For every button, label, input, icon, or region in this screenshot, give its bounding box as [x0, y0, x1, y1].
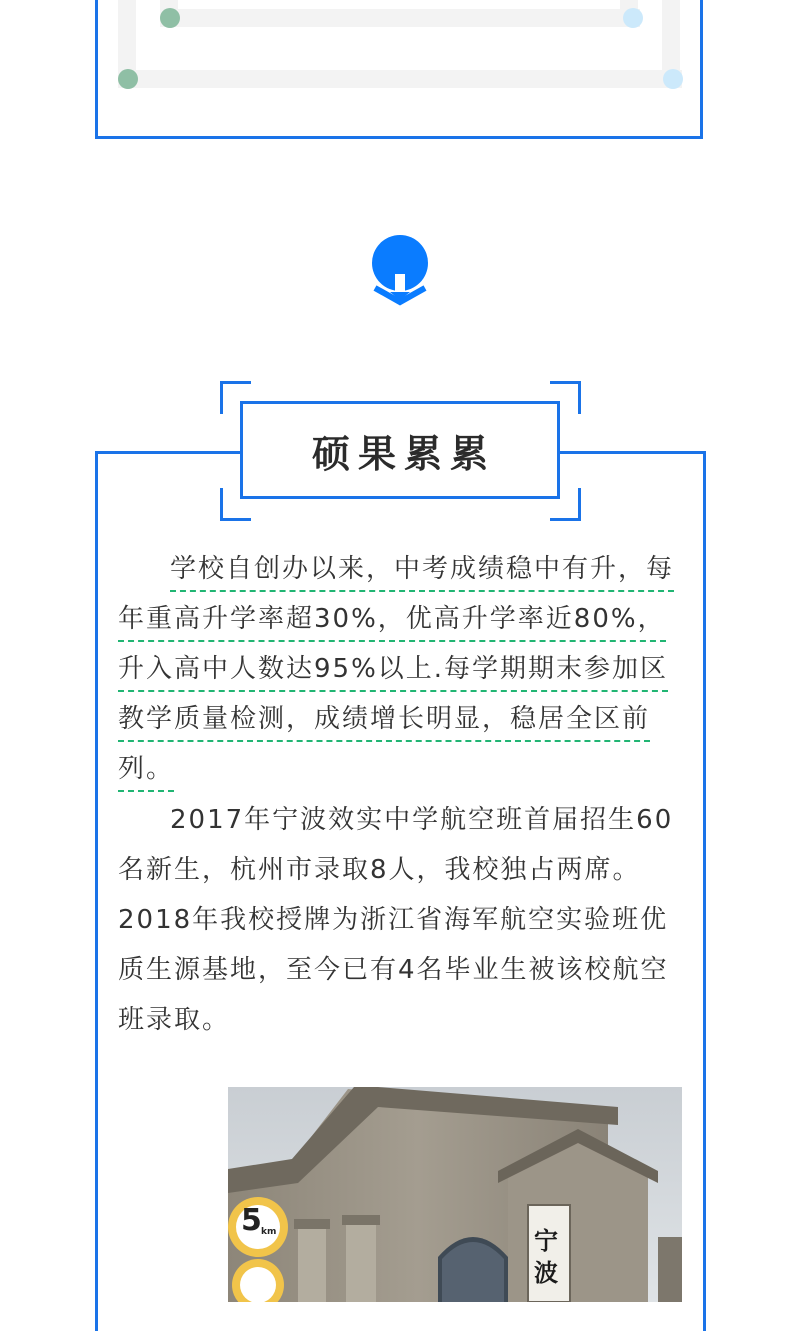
speed-sign-unit: km — [261, 1227, 277, 1237]
frame-dot-blue-outer — [663, 69, 683, 89]
paragraph-results-1-text: 学校自创办以来，中考成绩稳中有升，每年重高升学率超30%，优高升学率近80%，升入高中人数达95%以上.每学期期末参加区教学质量检测，成绩增长明显，稳居全区前列。 — [118, 554, 674, 792]
frame-track-outer-bottom — [118, 70, 682, 88]
frame-dot-blue-inner — [623, 8, 643, 28]
speed-sign-number: 5 — [241, 1203, 262, 1238]
frame-dot-green-inner — [160, 8, 180, 28]
school-building-illustration — [228, 1087, 682, 1302]
frame-track-inner-bottom — [160, 9, 640, 27]
building-sign-text: 宁波 — [534, 1226, 558, 1287]
school-building-photo — [228, 1087, 682, 1302]
paragraph-results-1 — [118, 544, 682, 794]
frame-dot-green-outer — [118, 69, 138, 89]
section-title-box — [240, 401, 560, 499]
top-decorative-frame — [95, 0, 703, 139]
section-title: 硕果累累 — [311, 431, 496, 476]
down-arrow-circle-icon — [370, 234, 430, 308]
paragraph-results-2: 2017年宁波效实中学航空班首届招生60名新生，杭州市录取8人，我校独占两席。2018年我校授牌为浙江省海军航空实验班优质生源基地，至今已有4名毕业生被该校航空班录取。 — [118, 805, 674, 1035]
